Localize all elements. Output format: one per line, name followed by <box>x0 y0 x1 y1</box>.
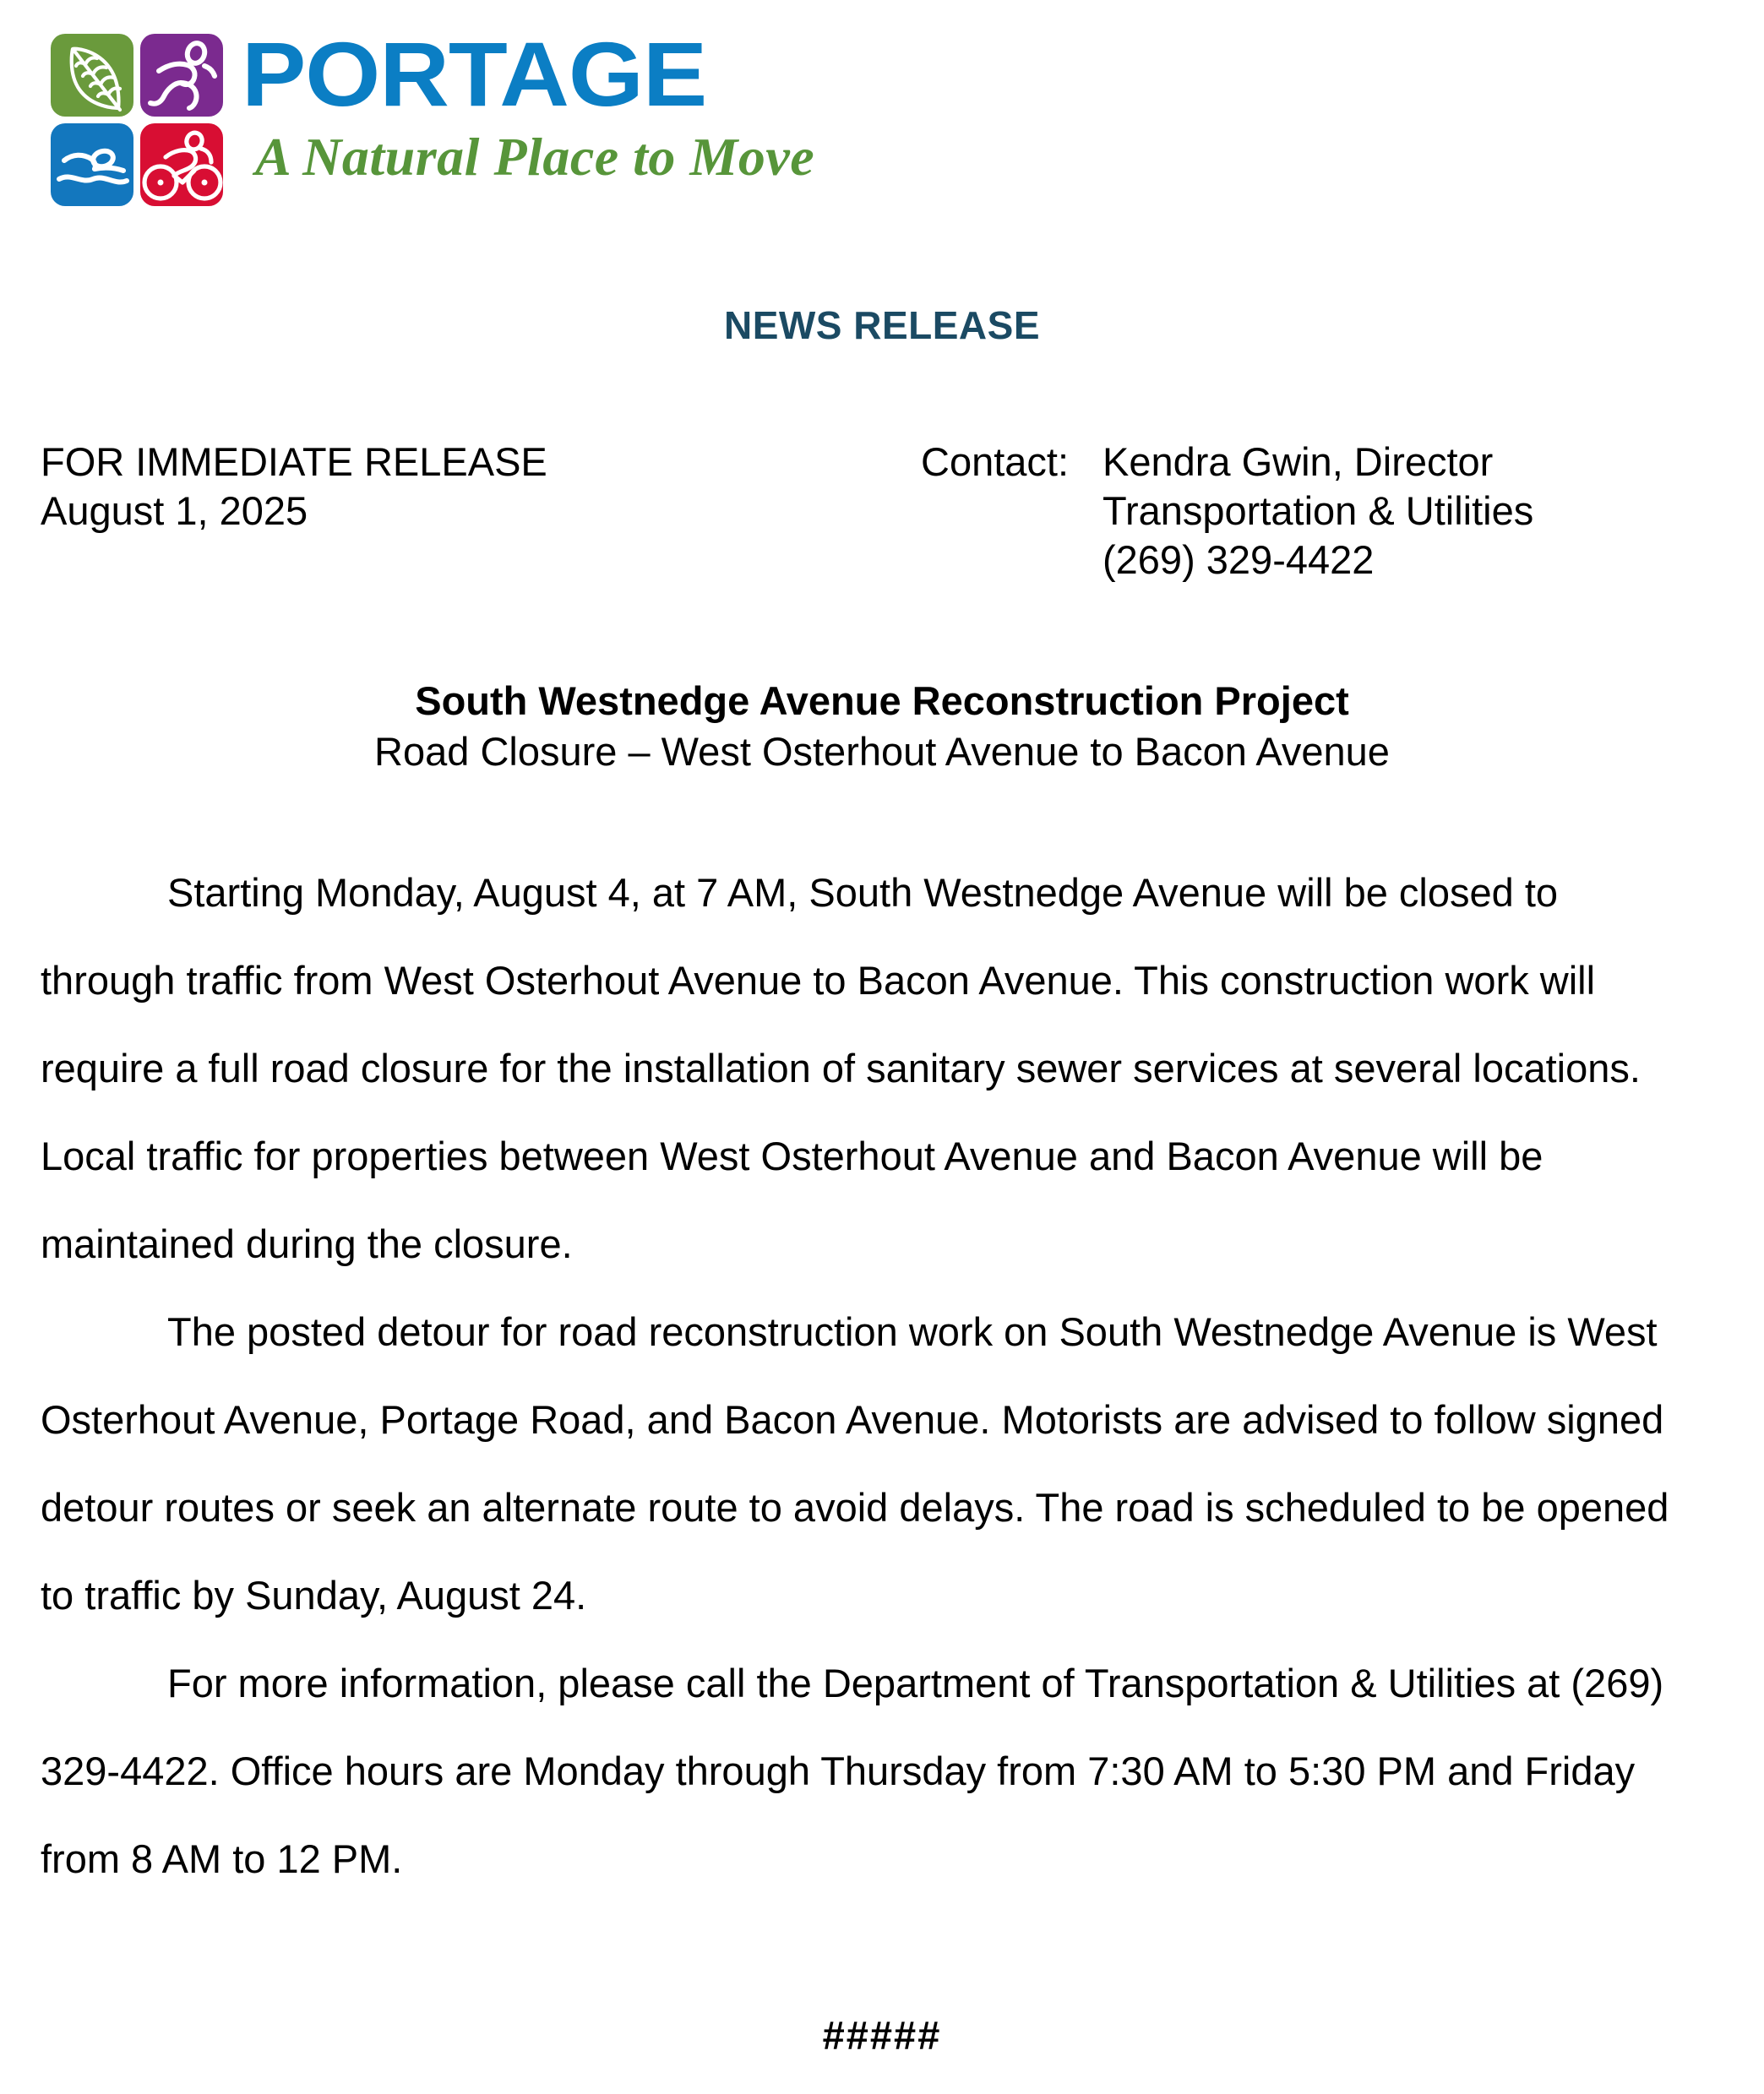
logo-tile-swimmer <box>51 123 133 206</box>
document-title-sub: Road Closure – West Osterhout Avenue to Bacon Avenue <box>374 729 1390 774</box>
body-paragraph-2: The posted detour for road reconstruction work on South Westnedge Avenue is West Osterhout Avenue, Portage Road, and Bacon Avenue. Motorists are advised to follow signed detour routes or seek an alternate route to avoid delays. The road is scheduled to be opened to traffic by Sunday, August 24. <box>41 1309 1669 1618</box>
logo-wordmark: PORTAGE <box>242 23 707 125</box>
contact-label: Contact: <box>921 439 1070 484</box>
runner-icon <box>140 34 223 117</box>
contact-label-spacer <box>921 487 1102 536</box>
contact-label-spacer-2 <box>921 536 1102 585</box>
body-paragraph-1: Starting Monday, August 4, at 7 AM, South Westnedge Avenue will be closed to through traffic from West Osterhout Avenue to Bacon Avenue. This construction work will require a full road closure for the installation of sanitary sewer services at several locations. Local traffic for properties between West Osterhout Avenue and Bacon Avenue will be maintained during the closure. <box>41 870 1641 1266</box>
release-date: August 1, 2025 <box>41 488 308 533</box>
contact-row-department <box>921 487 1533 536</box>
leaf-icon <box>51 34 133 117</box>
contact-phone: (269) 329-4422 <box>1102 537 1375 582</box>
release-info-block <box>41 438 547 536</box>
contact-row-name <box>921 438 1533 487</box>
logo-tagline: A Natural Place to Move <box>255 127 815 187</box>
logo-tile-runner <box>140 34 223 117</box>
body-copy <box>41 849 1684 1903</box>
document-title-main: South Westnedge Avenue Reconstruction Project <box>415 678 1349 723</box>
logo-tile-cyclist <box>140 123 223 206</box>
end-mark: ##### <box>822 2013 942 2058</box>
logo-tile-leaf <box>51 34 133 117</box>
logo-tile-grid <box>47 24 229 205</box>
contact-name: Kendra Gwin, Director <box>1102 439 1494 484</box>
contact-department: Transportation & Utilities <box>1102 488 1534 533</box>
swimmer-icon <box>51 123 133 206</box>
document-title <box>0 676 1764 777</box>
body-paragraph-3: For more information, please call the Department of Transportation & Utilities at (269) 329-4422. Office hours are Monday through Thursday from 7:30 AM to 5:30 PM and Friday from 8 AM to 12 PM. <box>41 1661 1664 1881</box>
contact-row-phone <box>921 536 1533 585</box>
portage-logo <box>47 24 825 209</box>
cyclist-icon <box>140 123 223 206</box>
release-status: FOR IMMEDIATE RELEASE <box>41 439 547 484</box>
news-release-heading: NEWS RELEASE <box>723 303 1041 347</box>
contact-block <box>921 438 1533 585</box>
